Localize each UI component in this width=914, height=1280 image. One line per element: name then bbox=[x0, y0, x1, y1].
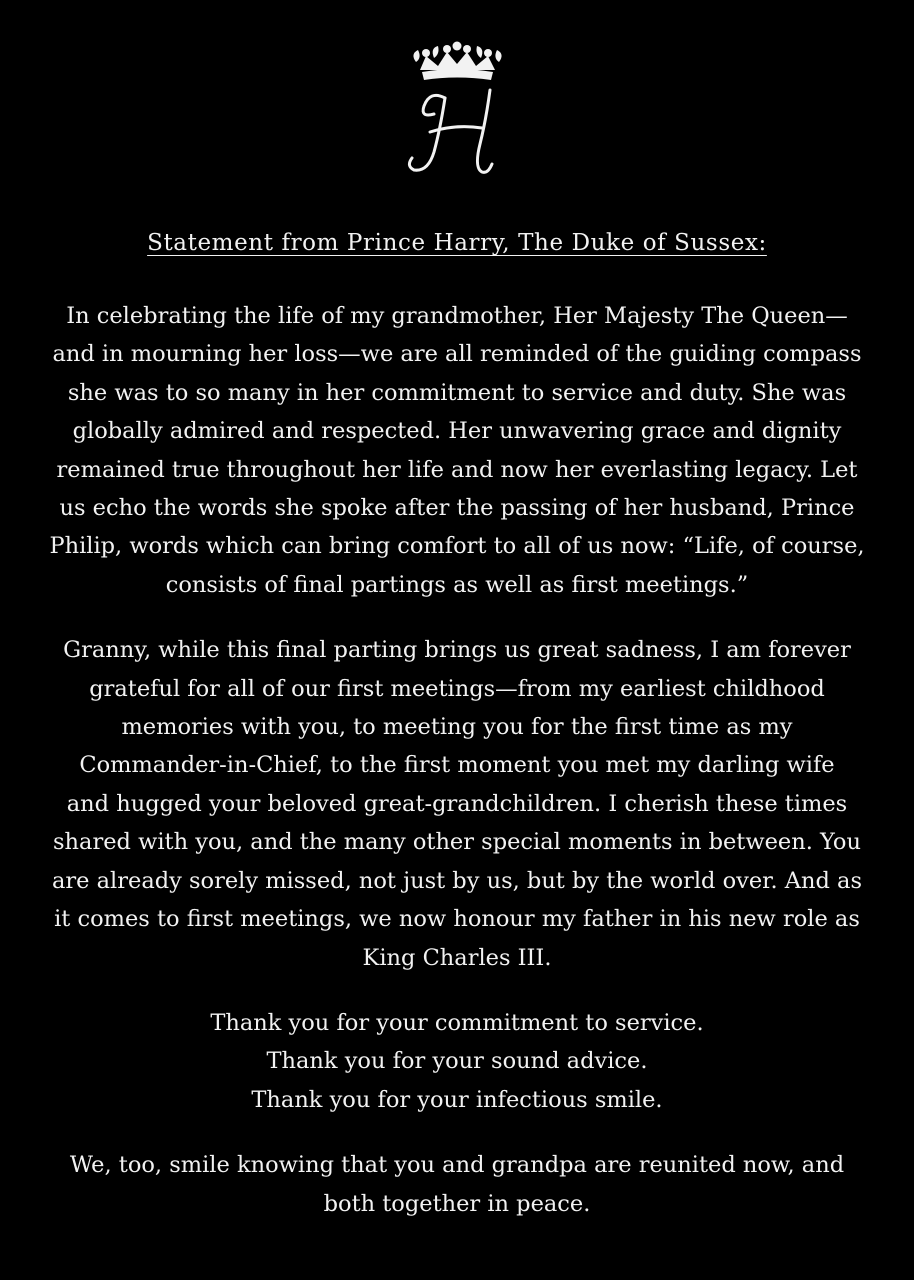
text-line: grateful for all of our first meetings—from my earliest childhood bbox=[89, 675, 825, 702]
statement-title: Statement from Prince Harry, The Duke of Sussex: bbox=[147, 230, 767, 256]
text-line: she was to so many in her commitment to service and duty. She was bbox=[67, 379, 847, 406]
crown-h-monogram bbox=[400, 40, 515, 180]
text-line: We, too, smile knowing that you and grandpa are reunited now, and bbox=[69, 1152, 845, 1179]
paragraph-2 bbox=[22, 631, 892, 977]
text-line: consists of final partings as well as first meetings.” bbox=[165, 571, 749, 598]
crown-icon bbox=[413, 42, 501, 81]
text-line: and hugged your beloved great-grandchildren. I cherish these times bbox=[66, 790, 848, 817]
text-line: Granny, while this final parting brings us great sadness, I am forever bbox=[63, 637, 851, 664]
text-line: it comes to first meetings, we now honour my father in his new role as bbox=[54, 906, 860, 933]
text-line: Thank you for your infectious smile. bbox=[251, 1086, 663, 1113]
text-line: us echo the words she spoke after the passing of her husband, Prince bbox=[59, 495, 855, 522]
paragraph-4 bbox=[22, 1146, 892, 1223]
text-line: globally admired and respected. Her unwavering grace and dignity bbox=[72, 418, 842, 445]
text-line: King Charles III. bbox=[362, 944, 552, 971]
text-line: In celebrating the life of my grandmother, Her Majesty The Queen— bbox=[66, 303, 848, 329]
text-line: remained true throughout her life and now her everlasting legacy. Let bbox=[56, 456, 858, 483]
h-letter-icon bbox=[409, 90, 492, 172]
text-line: memories with you, to meeting you for the first time as my bbox=[121, 714, 793, 741]
text-line: Thank you for your sound advice. bbox=[266, 1048, 648, 1075]
text-line: are already sorely missed, not just by us, but by the world over. And as bbox=[52, 867, 862, 894]
text-line: both together in peace. bbox=[323, 1190, 591, 1217]
text-line: shared with you, and the many other special moments in between. You bbox=[53, 829, 861, 856]
paragraph-3 bbox=[22, 1004, 892, 1119]
statement-body bbox=[22, 297, 892, 1250]
text-line: Commander-in-Chief, to the first moment you met my darling wife bbox=[79, 752, 835, 779]
text-line: and in mourning her loss—we are all reminded of the guiding compass bbox=[52, 341, 862, 368]
text-line: Philip, words which can bring comfort to all of us now: “Life, of course, bbox=[49, 533, 865, 560]
paragraph-1 bbox=[22, 297, 892, 604]
text-line: Thank you for your commitment to service. bbox=[210, 1009, 704, 1036]
